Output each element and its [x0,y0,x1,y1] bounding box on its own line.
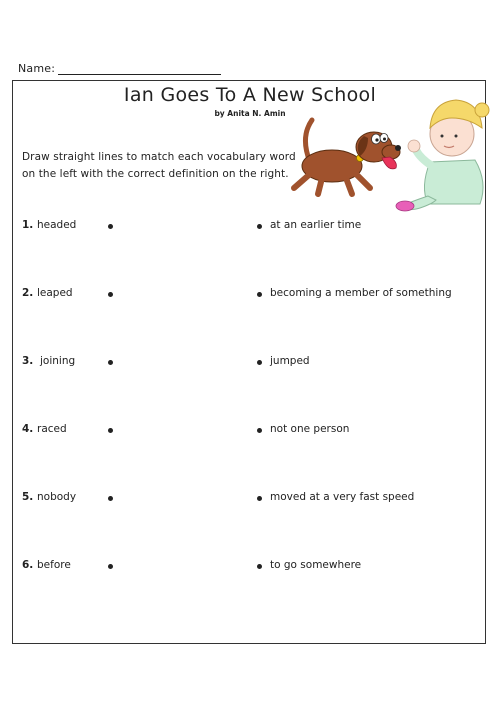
right-bullet[interactable] [257,428,262,433]
item-number: 2. [22,287,34,299]
item-number: 6. [22,559,34,571]
name-blank-line[interactable] [58,74,221,75]
right-bullet[interactable] [257,292,262,297]
vocabulary-word: before [37,559,71,571]
baby-icon [396,100,489,211]
vocabulary-word: raced [37,423,67,435]
left-bullet[interactable] [108,292,113,297]
match-row-4 [0,423,500,439]
left-bullet[interactable] [108,496,113,501]
illustration [280,92,490,222]
definition: moved at a very fast speed [270,491,415,503]
match-row-5 [0,491,500,507]
item-number: 1. [22,219,34,231]
definition: becoming a member of something [270,287,452,299]
match-row-3 [0,355,500,371]
dog-icon [294,120,401,194]
left-bullet[interactable] [108,428,113,433]
left-bullet[interactable] [108,224,113,229]
definition: not one person [270,423,350,435]
definition: jumped [270,355,310,367]
item-number: 4. [22,423,34,435]
match-row-2 [0,287,500,303]
right-bullet[interactable] [257,360,262,365]
left-bullet[interactable] [108,360,113,365]
match-row-1 [0,219,500,235]
vocabulary-word: nobody [37,491,77,503]
left-bullet[interactable] [108,564,113,569]
right-bullet[interactable] [257,564,262,569]
vocabulary-word: leaped [37,287,73,299]
match-row-6 [0,559,500,575]
right-bullet[interactable] [257,224,262,229]
author-byline: by Anita N. Amin [214,109,286,118]
name-label: Name: [18,62,56,75]
definition: to go somewhere [270,559,362,571]
item-number: 5. [22,491,34,503]
worksheet-title: Ian Goes To A New School [123,84,377,106]
right-bullet[interactable] [257,496,262,501]
vocabulary-word: joining [40,355,76,367]
vocabulary-word: headed [37,219,77,231]
definition: at an earlier time [270,219,362,231]
instructions-text: Draw straight lines to match each vocabulary word on the left with the correct definition on the right. [22,151,296,180]
item-number: 3. [22,355,34,367]
